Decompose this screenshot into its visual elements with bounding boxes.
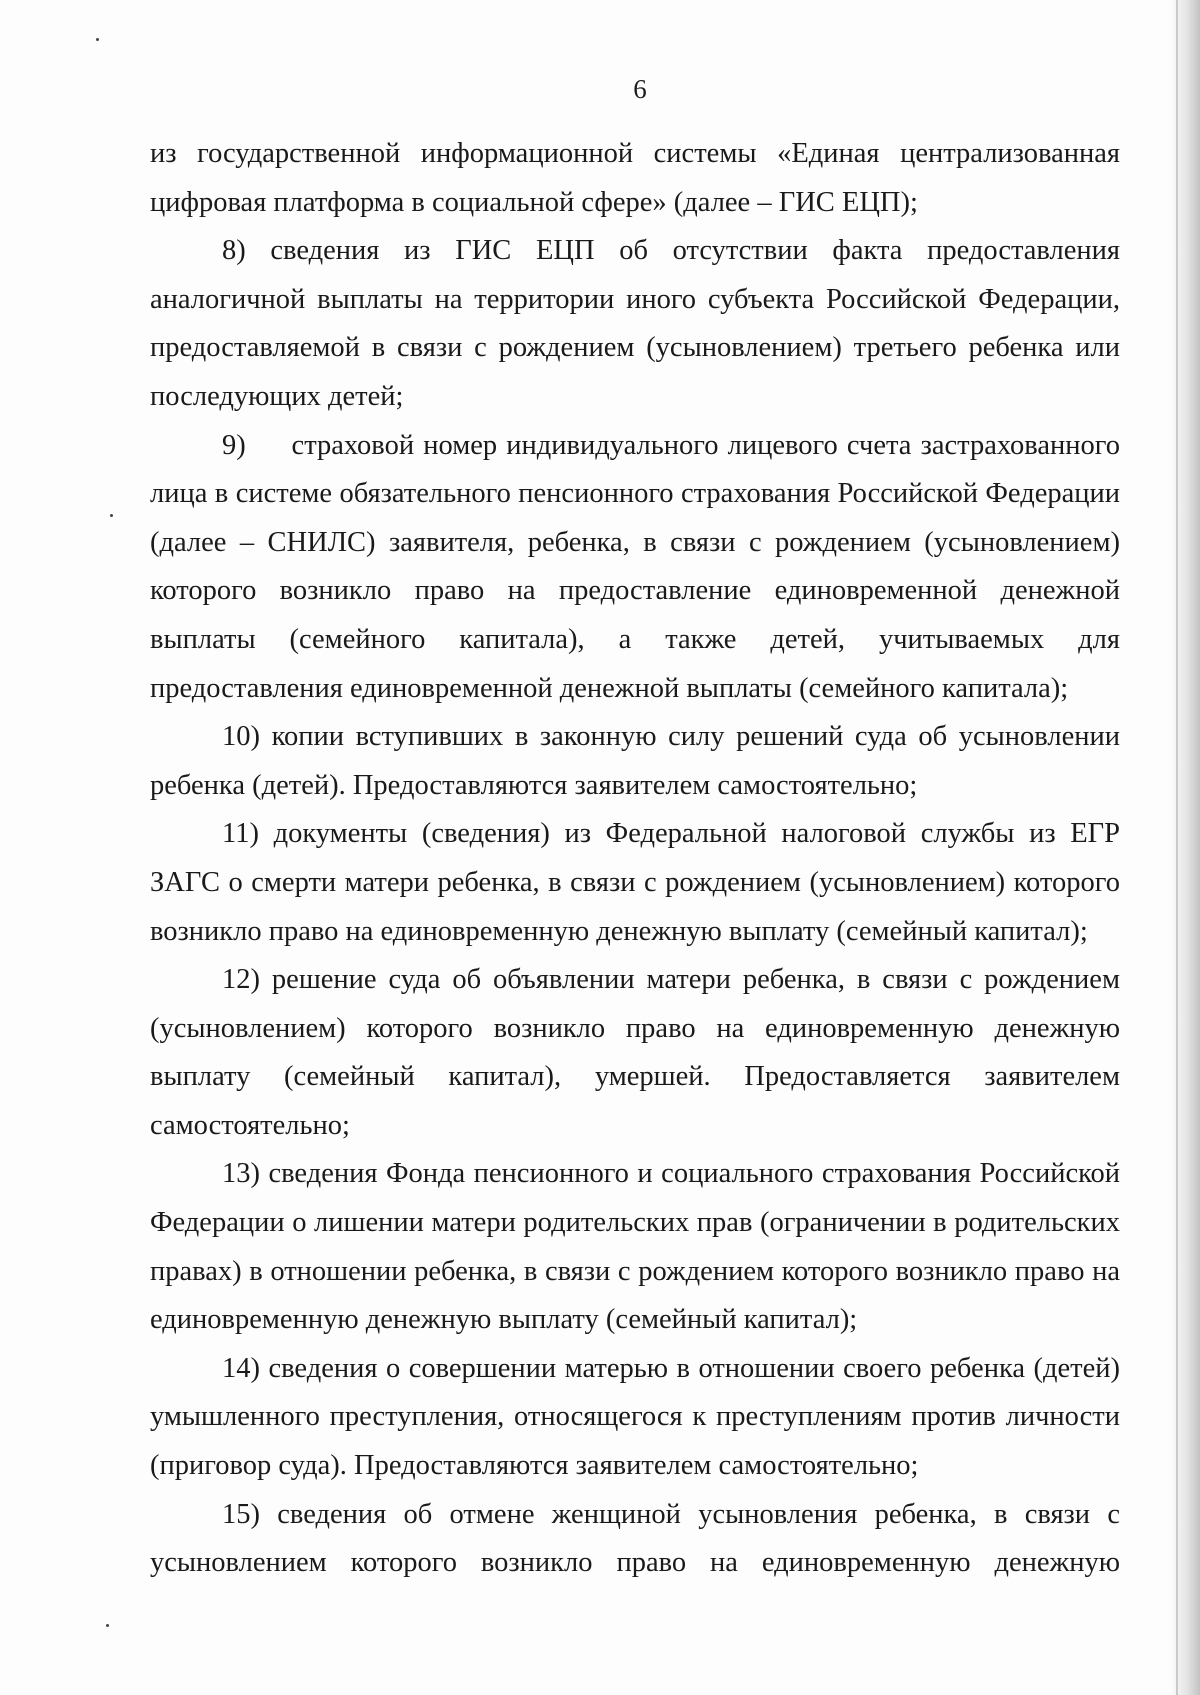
list-item-13: 13) сведения Фонда пенсионного и социального страхования Российской Федерации о лишении матери родительских прав (ограничении в родительских правах) в отношении ребенка, в связи с рождением которого возникло право на единовременную денежную выплату (семейный капитал);	[150, 1158, 1120, 1336]
list-item-8: 8) сведения из ГИС ЕЦП об отсутствии факта предоставления аналогичной выплаты на территории иного субъекта Российской Федерации, предоставляемой в связи с рождением (усыновлением) третьего ребенка или последующих детей;	[150, 235, 1120, 412]
list-item-9: 9) страховой номер индивидуального лицевого счета застрахованного лица в системе обязательного пенсионного страхования Российской Федерации (далее – СНИЛС) заявителя, ребенка, в связи с рождением (усыновлением) которого возникло право на предоставление единовременной денежной выплаты (семейного капитала), а также детей, учитываемых для предоставления единовременной денежной выплаты (семейного капитала);	[150, 429, 1128, 704]
paragraph-continuation: из государственной информационной системы «Единая централизованная цифровая платформа в социальной сфере» (далее – ГИС ЕЦП);	[150, 138, 1120, 218]
list-item-12: 12) решение суда об объявлении матери ребенка, в связи с рождением (усыновлением) которого возникло право на единовременную денежную выплату (семейный капитал), умершей. Предоставляется заявителем самостоятельно;	[150, 964, 1120, 1141]
document-body	[150, 130, 1128, 1588]
scan-speck	[96, 38, 99, 41]
page-number: 6	[633, 74, 647, 104]
scan-speck	[110, 514, 113, 517]
list-item-14: 14) сведения о совершении матерью в отношении своего ребенка (детей) умышленного преступления, относящегося к преступлениям против личности (приговор суда). Предоставляются заявителем самостоятельно;	[150, 1352, 1120, 1482]
list-item-15: 15) сведения об отмене женщиной усыновления ребенка, в связи с усыновлением которого возникло право на единовременную денежную	[150, 1498, 1120, 1579]
page-edge-shadow	[1170, 0, 1200, 1695]
list-item-11: 11) документы (сведения) из Федеральной налоговой службы из ЕГР ЗАГС о смерти матери ребенка, в связи с рождением (усыновлением) которого возникло право на единовременную денежную выплату (семейный капитал);	[150, 818, 1120, 947]
scan-speck	[106, 1624, 109, 1627]
page-edge-line	[1176, 0, 1178, 1695]
list-item-10: 10) копии вступивших в законную силу решений суда об усыновлении ребенка (детей). Предоставляются заявителем самостоятельно;	[150, 721, 1120, 801]
